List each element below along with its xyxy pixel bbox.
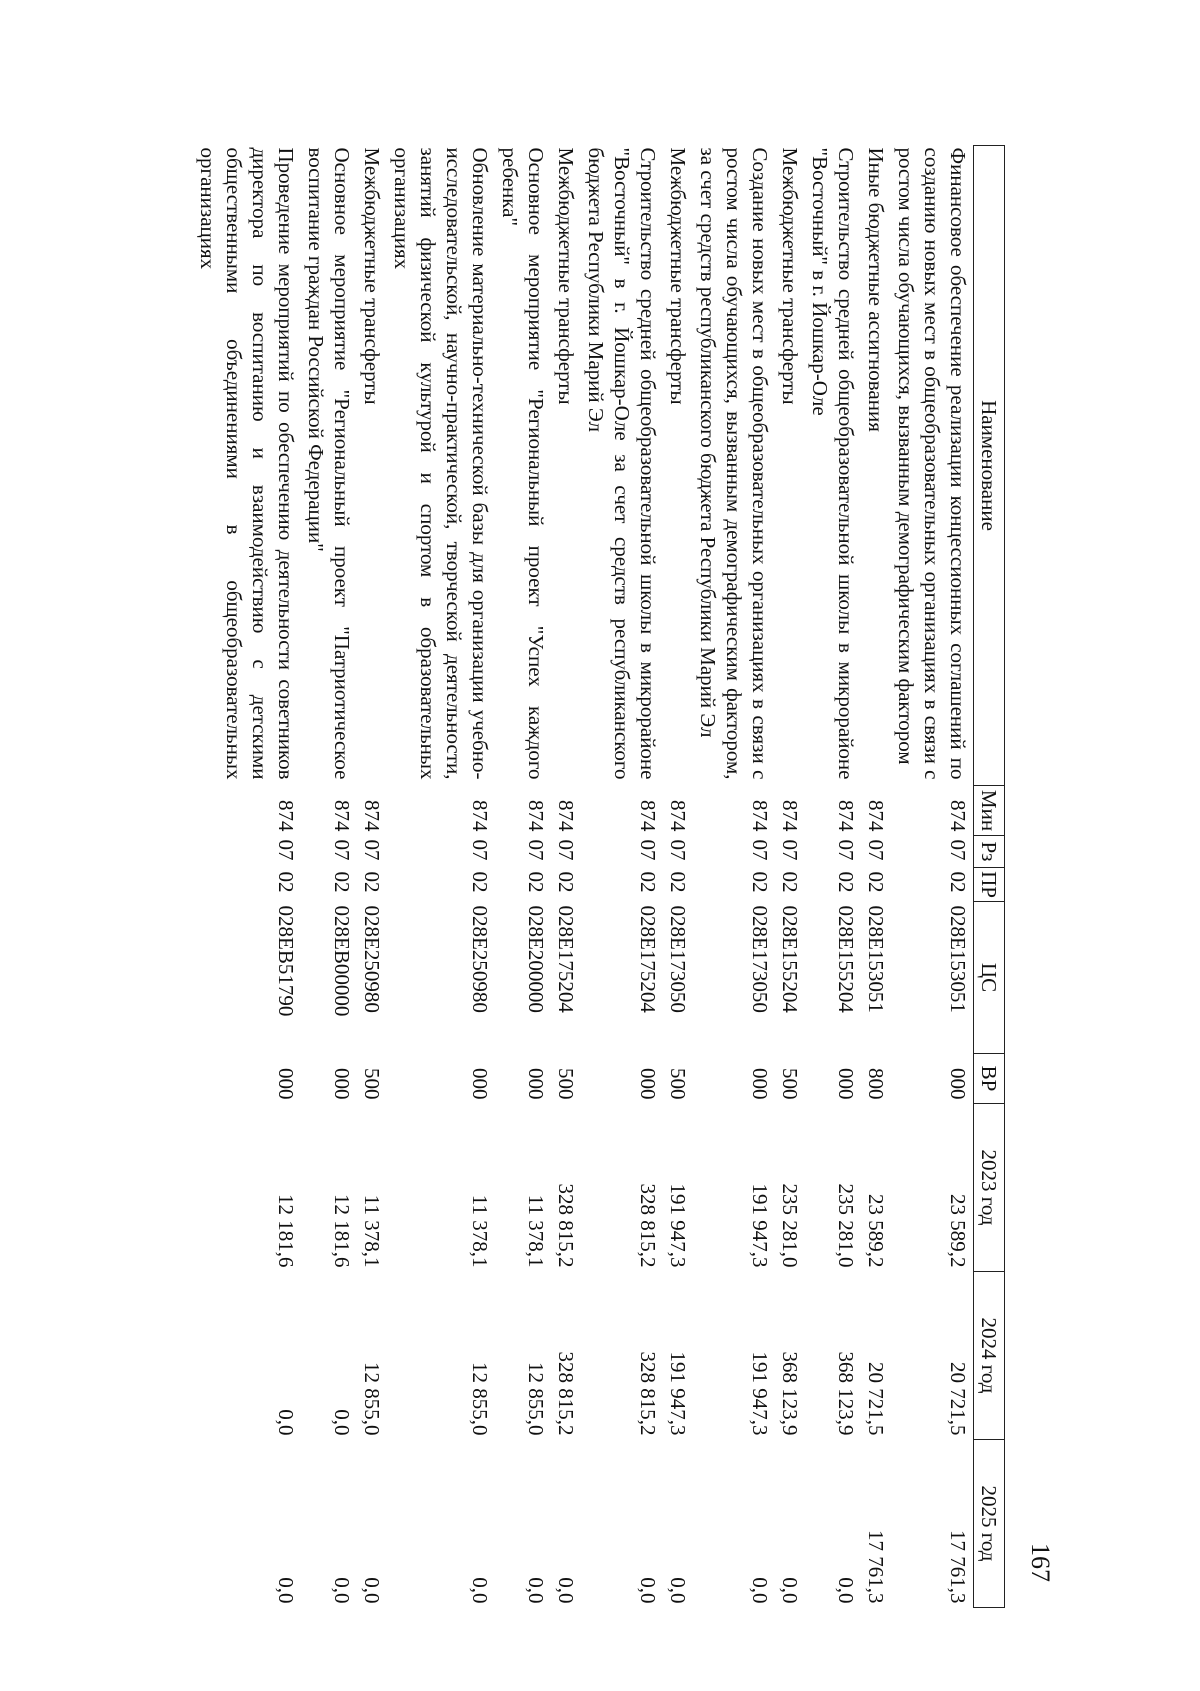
row-2024: 20 721,5 bbox=[946, 1362, 970, 1436]
row-2025: 0,0 bbox=[330, 1577, 354, 1604]
table-row bbox=[775, 146, 805, 1608]
row-name: Финансовое обеспечение реализации концессионных соглашений по созданию новых мест в общеобразовательных организациях в связи с ростом числа обучающихся, вызванным демографическим фактором bbox=[894, 147, 970, 780]
row-vr: 000 bbox=[748, 1068, 772, 1100]
row-vr: 000 bbox=[946, 1068, 970, 1100]
row-2025: 0,0 bbox=[554, 1577, 578, 1604]
row-rz: 07 bbox=[330, 839, 354, 861]
row-pr: 02 bbox=[636, 871, 660, 893]
table-row bbox=[891, 146, 974, 1608]
row-cs: 028EB51790 bbox=[274, 905, 298, 1017]
row-vr: 000 bbox=[274, 1068, 298, 1100]
row-name: Проведение мероприятий по обеспечению деятельности советников директора по воспитанию и взаимодействию с детскими общественными объединениями в общеобразовательных организациях bbox=[196, 147, 298, 780]
row-2025: 0,0 bbox=[468, 1577, 492, 1604]
row-2025: 0,0 bbox=[636, 1577, 660, 1604]
rotated-page bbox=[165, 125, 1065, 1615]
row-name: Иные бюджетные ассигнования bbox=[864, 147, 888, 432]
row-rz: 07 bbox=[360, 839, 384, 861]
row-2023: 11 378,1 bbox=[360, 1194, 384, 1268]
row-name: Межбюджетные трансферты bbox=[360, 147, 384, 405]
row-2024: 328 815,2 bbox=[636, 1351, 660, 1436]
header-vr: ВР bbox=[974, 1054, 1005, 1104]
row-vr: 500 bbox=[554, 1068, 578, 1100]
row-2025: 0,0 bbox=[360, 1577, 384, 1604]
row-cs: 028EB00000 bbox=[330, 905, 354, 1017]
row-rz: 07 bbox=[778, 839, 802, 861]
row-pr: 02 bbox=[274, 871, 298, 893]
row-vr: 000 bbox=[636, 1068, 660, 1100]
row-rz: 07 bbox=[748, 839, 772, 861]
row-2025: 17 761,3 bbox=[946, 1530, 970, 1604]
table-row bbox=[495, 146, 551, 1608]
row-2024: 368 123,9 bbox=[834, 1351, 858, 1436]
row-2023: 328 815,2 bbox=[554, 1183, 578, 1268]
row-2024: 12 855,0 bbox=[468, 1362, 492, 1436]
row-pr: 02 bbox=[468, 871, 492, 893]
row-name: Межбюджетные трансферты bbox=[554, 147, 578, 405]
row-vr: 500 bbox=[360, 1068, 384, 1100]
row-vr: 000 bbox=[330, 1068, 354, 1100]
row-2025: 17 761,3 bbox=[864, 1530, 888, 1604]
row-2024: 0,0 bbox=[330, 1409, 354, 1436]
row-2023: 23 589,2 bbox=[864, 1194, 888, 1268]
row-name: Обновление материально-технической базы для организации учебно-исследовательской, научно-практической, творческой деятельности, занятий физической культурой и спортом в образовательных организациях bbox=[390, 147, 492, 780]
row-2025: 0,0 bbox=[748, 1577, 772, 1604]
row-vr: 500 bbox=[778, 1068, 802, 1100]
header-2023: 2023 год bbox=[974, 1104, 1005, 1272]
row-2023: 23 589,2 bbox=[946, 1194, 970, 1268]
table-row bbox=[693, 146, 775, 1608]
header-cs: ЦС bbox=[974, 902, 1005, 1054]
row-min: 874 bbox=[524, 800, 548, 832]
row-cs: 028E155204 bbox=[778, 905, 802, 1013]
row-pr: 02 bbox=[360, 871, 384, 893]
row-2024: 191 947,3 bbox=[666, 1351, 690, 1436]
table-row bbox=[861, 146, 891, 1608]
header-rz: Рз bbox=[974, 836, 1005, 868]
row-2023: 12 181,6 bbox=[274, 1194, 298, 1268]
row-pr: 02 bbox=[666, 871, 690, 893]
row-2025: 0,0 bbox=[524, 1577, 548, 1604]
row-min: 874 bbox=[666, 800, 690, 832]
header-min: Мин bbox=[974, 786, 1005, 836]
table-row bbox=[193, 146, 301, 1608]
row-vr: 800 bbox=[864, 1068, 888, 1100]
row-min: 874 bbox=[778, 800, 802, 832]
row-min: 874 bbox=[946, 800, 970, 832]
row-min: 874 bbox=[748, 800, 772, 832]
header-2024: 2024 год bbox=[974, 1272, 1005, 1440]
row-2023: 235 281,0 bbox=[778, 1183, 802, 1268]
row-rz: 07 bbox=[946, 839, 970, 861]
row-pr: 02 bbox=[778, 871, 802, 893]
row-rz: 07 bbox=[468, 839, 492, 861]
row-rz: 07 bbox=[524, 839, 548, 861]
row-2025: 0,0 bbox=[778, 1577, 802, 1604]
row-2023: 11 378,1 bbox=[524, 1194, 548, 1268]
row-rz: 07 bbox=[834, 839, 858, 861]
row-vr: 000 bbox=[468, 1068, 492, 1100]
row-2023: 11 378,1 bbox=[468, 1194, 492, 1268]
row-pr: 02 bbox=[834, 871, 858, 893]
row-2024: 368 123,9 bbox=[778, 1351, 802, 1436]
row-cs: 028E250980 bbox=[468, 905, 492, 1013]
row-min: 874 bbox=[330, 800, 354, 832]
row-2024: 12 855,0 bbox=[360, 1362, 384, 1436]
table-row bbox=[357, 146, 387, 1608]
row-min: 874 bbox=[468, 800, 492, 832]
row-min: 874 bbox=[274, 800, 298, 832]
row-2023: 191 947,3 bbox=[748, 1183, 772, 1268]
row-2023: 191 947,3 bbox=[666, 1183, 690, 1268]
budget-table bbox=[193, 145, 1005, 1608]
row-cs: 028E173050 bbox=[666, 905, 690, 1013]
row-2024: 191 947,3 bbox=[748, 1351, 772, 1436]
row-pr: 02 bbox=[748, 871, 772, 893]
page-number: 167 bbox=[1026, 1543, 1055, 1582]
row-cs: 028E153051 bbox=[864, 905, 888, 1013]
row-min: 874 bbox=[864, 800, 888, 832]
row-2025: 0,0 bbox=[274, 1577, 298, 1604]
row-2024: 328 815,2 bbox=[554, 1351, 578, 1436]
row-cs: 028E173050 bbox=[748, 905, 772, 1013]
row-pr: 02 bbox=[524, 871, 548, 893]
row-min: 874 bbox=[360, 800, 384, 832]
row-2023: 328 815,2 bbox=[636, 1183, 660, 1268]
row-rz: 07 bbox=[554, 839, 578, 861]
row-rz: 07 bbox=[666, 839, 690, 861]
row-rz: 07 bbox=[864, 839, 888, 861]
row-cs: 028E175204 bbox=[636, 905, 660, 1013]
table-row bbox=[551, 146, 581, 1608]
row-name: Основное мероприятие "Региональный проект "Патриотическое воспитание граждан Российской Федерации" bbox=[304, 147, 354, 780]
table-body bbox=[193, 146, 974, 1608]
row-cs: 028E155204 bbox=[834, 905, 858, 1013]
row-name: Строительство средней общеобразовательной школы в микрорайоне "Восточный" в г. Йошкар-Оле за счет средств республиканского бюджета Республики Марий Эл bbox=[584, 147, 660, 780]
row-name: Межбюджетные трансферты bbox=[666, 147, 690, 405]
table-row bbox=[663, 146, 693, 1608]
row-pr: 02 bbox=[330, 871, 354, 893]
table-row bbox=[387, 146, 495, 1608]
row-rz: 07 bbox=[274, 839, 298, 861]
table-row bbox=[805, 146, 861, 1608]
row-name: Межбюджетные трансферты bbox=[778, 147, 802, 405]
row-2024: 12 855,0 bbox=[524, 1362, 548, 1436]
row-vr: 000 bbox=[524, 1068, 548, 1100]
row-pr: 02 bbox=[946, 871, 970, 893]
table-row bbox=[301, 146, 357, 1608]
row-pr: 02 bbox=[554, 871, 578, 893]
header-name: Наименование bbox=[974, 146, 1005, 786]
row-2024: 20 721,5 bbox=[864, 1362, 888, 1436]
row-rz: 07 bbox=[636, 839, 660, 861]
row-cs: 028E200000 bbox=[524, 905, 548, 1013]
row-name: Строительство средней общеобразовательной школы в микрорайоне "Восточный" в г. Йошкар-Оле bbox=[808, 147, 858, 780]
row-2024: 0,0 bbox=[274, 1409, 298, 1436]
header-pr: ПР bbox=[974, 868, 1005, 902]
row-min: 874 bbox=[636, 800, 660, 832]
row-min: 874 bbox=[834, 800, 858, 832]
header-2025: 2025 год bbox=[974, 1440, 1005, 1608]
table-row bbox=[581, 146, 663, 1608]
row-min: 874 bbox=[554, 800, 578, 832]
row-pr: 02 bbox=[864, 871, 888, 893]
row-cs: 028E175204 bbox=[554, 905, 578, 1013]
row-name: Основное мероприятие "Региональный проект "Успех каждого ребенка" bbox=[498, 147, 548, 780]
row-2025: 0,0 bbox=[834, 1577, 858, 1604]
row-2023: 235 281,0 bbox=[834, 1183, 858, 1268]
table-header bbox=[974, 146, 1005, 1608]
row-name: Создание новых мест в общеобразовательных организациях в связи с ростом числа обучающихся, вызванным демографическим фактором, за счет средств республиканского бюджета Республики Марий Эл bbox=[696, 147, 772, 780]
row-2023: 12 181,6 bbox=[330, 1194, 354, 1268]
row-vr: 000 bbox=[834, 1068, 858, 1100]
row-cs: 028E153051 bbox=[946, 905, 970, 1013]
row-vr: 500 bbox=[666, 1068, 690, 1100]
row-cs: 028E250980 bbox=[360, 905, 384, 1013]
row-2025: 0,0 bbox=[666, 1577, 690, 1604]
